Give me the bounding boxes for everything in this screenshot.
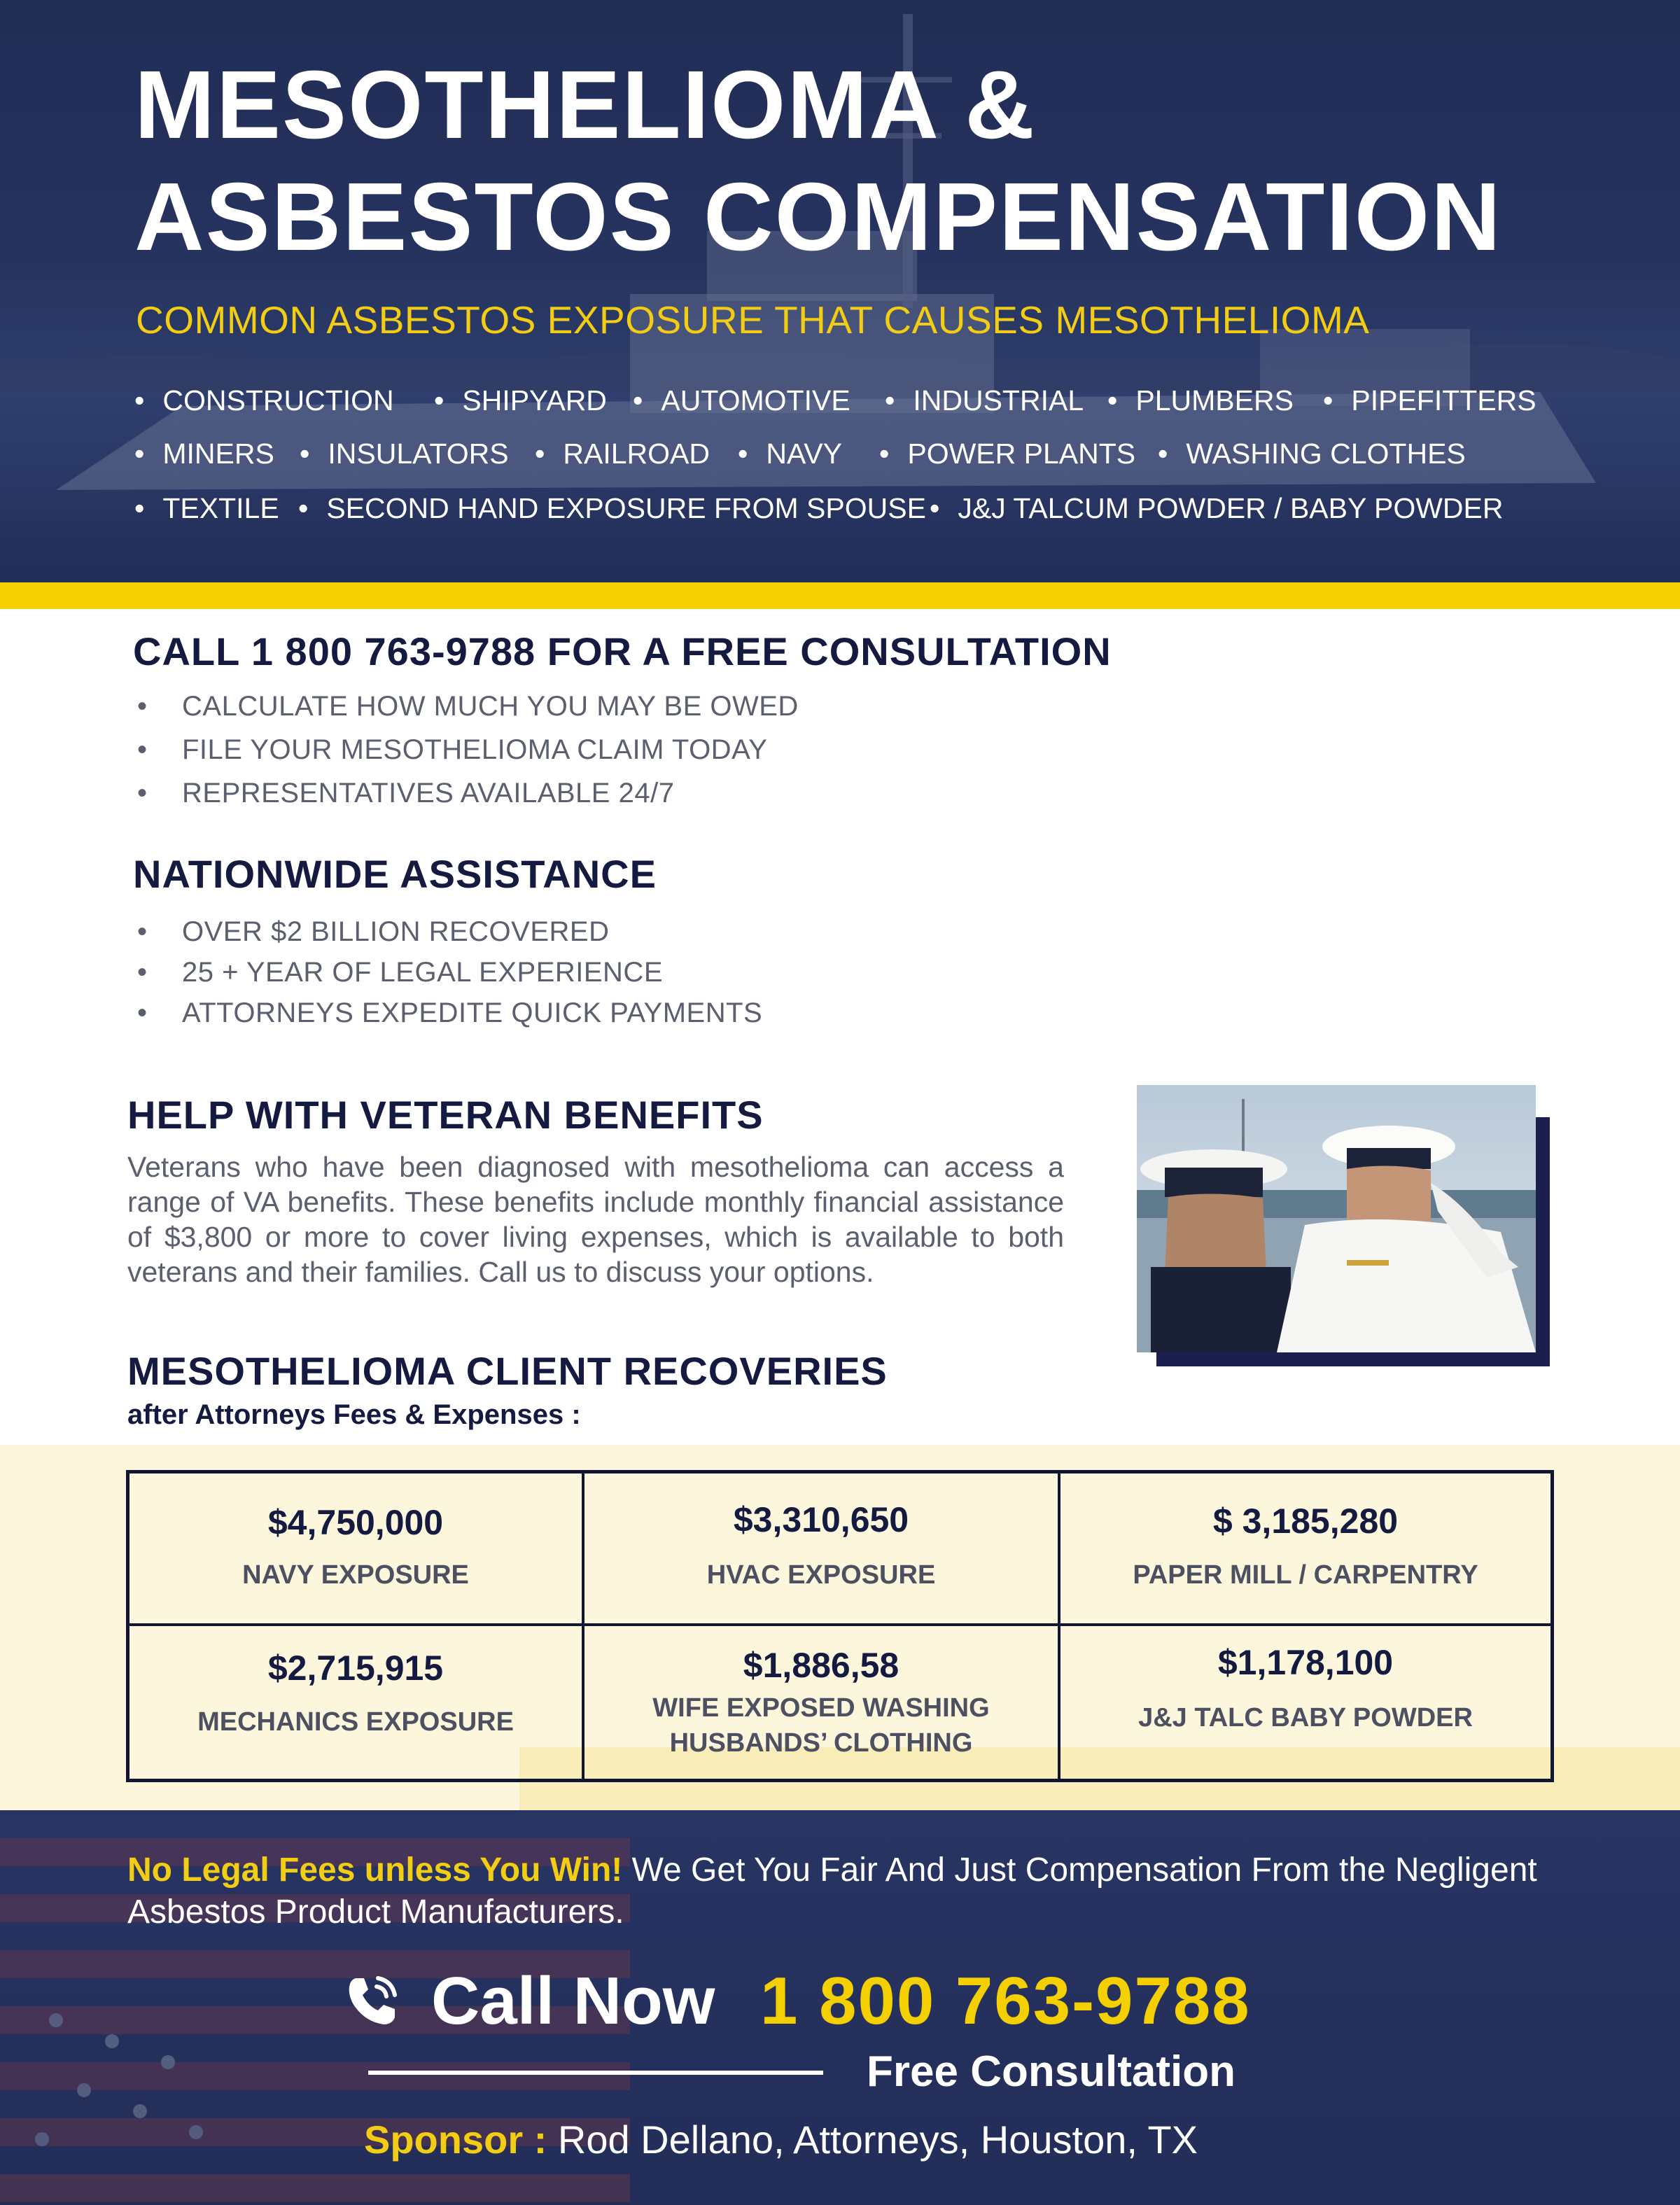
exposure-item: • AUTOMOTIVE [633, 379, 850, 421]
recovery-label: PAPER MILL / CARPENTRY [1133, 1560, 1478, 1590]
list-item: • 25 + YEAR OF LEGAL EXPERIENCE [137, 952, 762, 993]
saluting-sailors-photo [1137, 1085, 1536, 1352]
footer-message-text: We Get You Fair And Just Compensation From the Negligent Asbestos Product Manufacturers. [127, 1851, 1537, 1931]
recovery-amount: $4,750,000 [267, 1503, 444, 1542]
free-consultation-label: Free Consultation [867, 2047, 1236, 2096]
recovery-cell [130, 1474, 584, 1626]
list-item: • REPRESENTATIVES AVAILABLE 24/7 [137, 771, 799, 815]
recoveries-table [126, 1470, 1554, 1782]
exposure-item: • PLUMBERS [1107, 379, 1294, 421]
title-line-1: MESOTHELIOMA & [134, 51, 1036, 159]
exposure-item: • MINERS [134, 433, 274, 475]
list-item: • OVER $2 BILLION RECOVERED [137, 911, 762, 952]
recovery-label-line-1: WIFE EXPOSED WASHING [652, 1693, 990, 1723]
phone-number-link[interactable]: 1 800 763-9788 [760, 1963, 1251, 2038]
recoveries-heading: MESOTHELIOMA CLIENT RECOVERIES [127, 1349, 888, 1393]
recovery-label: J&J TALC BABY POWDER [1138, 1703, 1473, 1732]
list-item: • CALCULATE HOW MUCH YOU MAY BE OWED [137, 685, 799, 728]
recovery-amount: $3,310,650 [733, 1500, 909, 1539]
recovery-label-line-2: HUSBANDS’ CLOTHING [669, 1728, 973, 1758]
recovery-cell [584, 1626, 1060, 1779]
exposure-item: • RAILROAD [535, 433, 710, 475]
consultation-list [137, 685, 799, 815]
sponsor-line [364, 2115, 1198, 2164]
recovery-amount: $1,886,58 [743, 1646, 899, 1685]
photo-image [1137, 1085, 1536, 1352]
exposure-subtitle: COMMON ASBESTOS EXPOSURE THAT CAUSES MESOTHELIOMA [136, 298, 1370, 342]
exposure-item: • SECOND HAND EXPOSURE FROM SPOUSE [298, 487, 926, 529]
hero-banner [0, 0, 1680, 582]
recovery-cell [130, 1626, 584, 1779]
recovery-amount: $ 3,185,280 [1212, 1502, 1399, 1541]
exposure-item: • PIPEFITTERS [1323, 379, 1536, 421]
footer-divider-line [368, 2071, 823, 2075]
recoveries-subheading: after Attorneys Fees & Expenses : [127, 1399, 581, 1430]
nationwide-heading: NATIONWIDE ASSISTANCE [133, 852, 657, 896]
yellow-divider [0, 582, 1680, 609]
exposure-item: • NAVY [738, 433, 842, 475]
sponsor-label: Sponsor : [364, 2118, 547, 2162]
recovery-amount: $1,178,100 [1217, 1643, 1394, 1682]
call-now-label: Call Now [431, 1963, 715, 2038]
footer-banner [0, 1810, 1680, 2205]
exposure-item: • CONSTRUCTION [134, 379, 394, 421]
recovery-cell [1060, 1474, 1550, 1626]
veteran-heading: HELP WITH VETERAN BENEFITS [127, 1093, 764, 1137]
page-title [134, 49, 1604, 273]
recovery-label: HVAC EXPOSURE [706, 1560, 936, 1590]
sponsor-name: Rod Dellano, Attorneys, Houston, TX [547, 2118, 1198, 2162]
list-item: • ATTORNEYS EXPEDITE QUICK PAYMENTS [137, 993, 762, 1033]
nationwide-list [137, 911, 762, 1033]
recovery-cell [584, 1474, 1060, 1626]
exposure-item: • INSULATORS [300, 433, 509, 475]
exposure-item: • WASHING CLOTHES [1158, 433, 1466, 475]
recovery-label: NAVY EXPOSURE [242, 1560, 469, 1590]
exposure-item: • J&J TALCUM POWDER / BABY POWDER [930, 487, 1503, 529]
title-line-2: ASBESTOS COMPENSATION [134, 163, 1502, 271]
recovery-label: MECHANICS EXPOSURE [197, 1707, 514, 1737]
veteran-description: Veterans who have been diagnosed with mesothelioma can access a range of VA benefits. These benefits include monthly financial assistance of $3,800 or more to cover living expenses, which is available to both veterans and their families. Call us to discuss your options. [127, 1151, 1064, 1288]
exposure-item: • INDUSTRIAL [885, 379, 1084, 421]
recovery-cell [1060, 1626, 1550, 1779]
footer-highlight: No Legal Fees unless You Win! [127, 1851, 623, 1889]
exposure-item: • SHIPYARD [434, 379, 607, 421]
exposure-item: • POWER PLANTS [879, 433, 1135, 475]
consultation-heading: CALL 1 800 763-9788 FOR A FREE CONSULTATION [133, 629, 1112, 673]
exposure-item: • TEXTILE [134, 487, 279, 529]
list-item: • FILE YOUR MESOTHELIOMA CLAIM TODAY [137, 728, 799, 771]
recovery-amount: $2,715,915 [267, 1648, 444, 1688]
phone-call-icon [343, 1971, 402, 2030]
footer-message [127, 1849, 1597, 1933]
